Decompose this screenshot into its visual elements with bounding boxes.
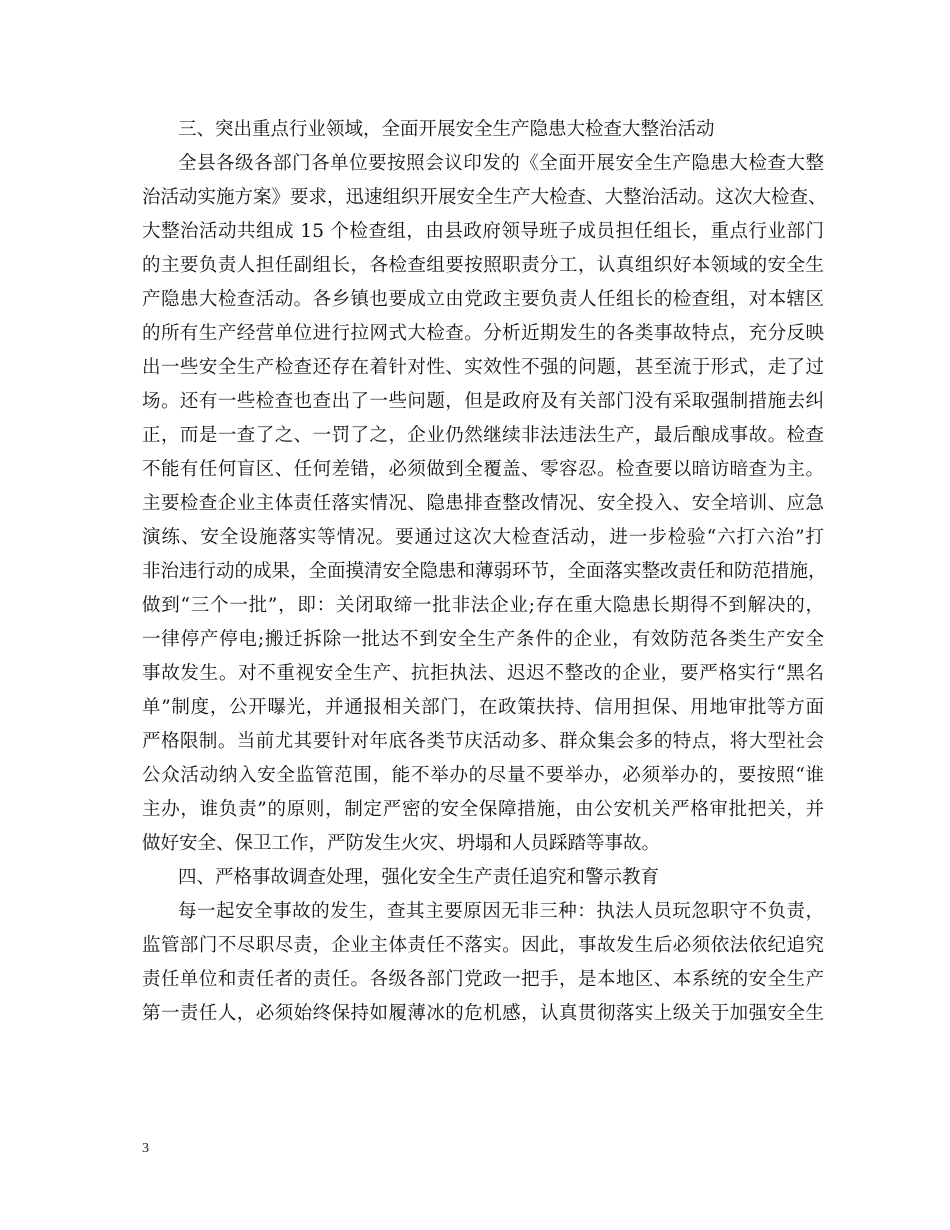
paragraph-line: 主办，谁负责”的原则，制定严密的安全保障措施，由公安机关严格审批把关，并 bbox=[142, 799, 824, 820]
paragraph-line: 的主要负责人担任副组长，各检查组要按照职责分工，认真组织好本领域的安全生 bbox=[142, 255, 824, 276]
paragraph-line: 演练、安全设施落实等情况。要通过这次大检查活动，进一步检验“六打六治”打 bbox=[142, 527, 824, 548]
page-number: 3 bbox=[142, 1141, 149, 1156]
paragraph-line: 做好安全、保卫工作，严防发生火灾、坍塌和人员踩踏等事故。 bbox=[142, 833, 661, 854]
section-heading: 三、突出重点行业领域，全面开展安全生产隐患大检查大整治活动 bbox=[178, 119, 715, 140]
paragraph-line: 全县各级各部门各单位要按照会议印发的《全面开展安全生产隐患大检查大整 bbox=[178, 153, 824, 174]
paragraph-line: 单”制度，公开曝光，并通报相关部门，在政策扶持、信用担保、用地审批等方面 bbox=[142, 697, 824, 718]
paragraph-line: 监管部门不尽职尽责，企业主体责任不落实。因此，事故发生后必须依法依纪追究 bbox=[142, 935, 824, 956]
paragraph-line: 场。还有一些检查也查出了一些问题，但是政府及有关部门没有采取强制措施去纠 bbox=[142, 391, 824, 412]
paragraph-line: 正，而是一查了之、一罚了之，企业仍然继续非法违法生产，最后酿成事故。检查 bbox=[142, 425, 824, 446]
paragraph-line: 做到“三个一批”，即：关闭取缔一批非法企业;存在重大隐患长期得不到解决的， bbox=[142, 595, 824, 616]
paragraph-line: 非治违行动的成果，全面摸清安全隐患和薄弱环节，全面落实整改责任和防范措施， bbox=[142, 561, 827, 582]
paragraph-line: 事故发生。对不重视安全生产、抗拒执法、迟迟不整改的企业，要严格实行“黑名 bbox=[142, 663, 824, 684]
paragraph-line: 大整治活动共组成 15 个检查组，由县政府领导班子成员担任组长，重点行业部门 bbox=[142, 221, 824, 242]
paragraph-line: 不能有任何盲区、任何差错，必须做到全覆盖、零容忍。检查要以暗访暗查为主。 bbox=[142, 459, 824, 480]
paragraph-line: 责任单位和责任者的责任。各级各部门党政一把手，是本地区、本系统的安全生产 bbox=[142, 969, 824, 990]
section-heading: 四、严格事故调查处理，强化安全生产责任追究和警示教育 bbox=[178, 867, 660, 888]
paragraph-line: 严格限制。当前尤其要针对年底各类节庆活动多、群众集会多的特点，将大型社会 bbox=[142, 731, 824, 752]
paragraph-line: 的所有生产经营单位进行拉网式大检查。分析近期发生的各类事故特点，充分反映 bbox=[142, 323, 824, 344]
paragraph-line: 治活动实施方案》要求，迅速组织开展安全生产大检查、大整治活动。这次大检查、 bbox=[142, 187, 827, 208]
paragraph-line: 公众活动纳入安全监管范围，能不举办的尽量不要举办，必须举办的，要按照“谁 bbox=[142, 765, 824, 786]
paragraph-line: 第一责任人，必须始终保持如履薄冰的危机感，认真贯彻落实上级关于加强安全生 bbox=[142, 1003, 824, 1024]
paragraph-line: 出一些安全生产检查还存在着针对性、实效性不强的问题，甚至流于形式，走了过 bbox=[142, 357, 824, 378]
paragraph-line: 产隐患大检查活动。各乡镇也要成立由党政主要负责人任组长的检查组，对本辖区 bbox=[142, 289, 824, 310]
paragraph-line: 一律停产停电;搬迁拆除一批达不到安全生产条件的企业，有效防范各类生产安全 bbox=[142, 629, 824, 650]
paragraph-line: 每一起安全事故的发生，查其主要原因无非三种：执法人员玩忽职守不负责， bbox=[178, 901, 824, 922]
paragraph-line: 主要检查企业主体责任落实情况、隐患排查整改情况、安全投入、安全培训、应急 bbox=[142, 493, 824, 514]
